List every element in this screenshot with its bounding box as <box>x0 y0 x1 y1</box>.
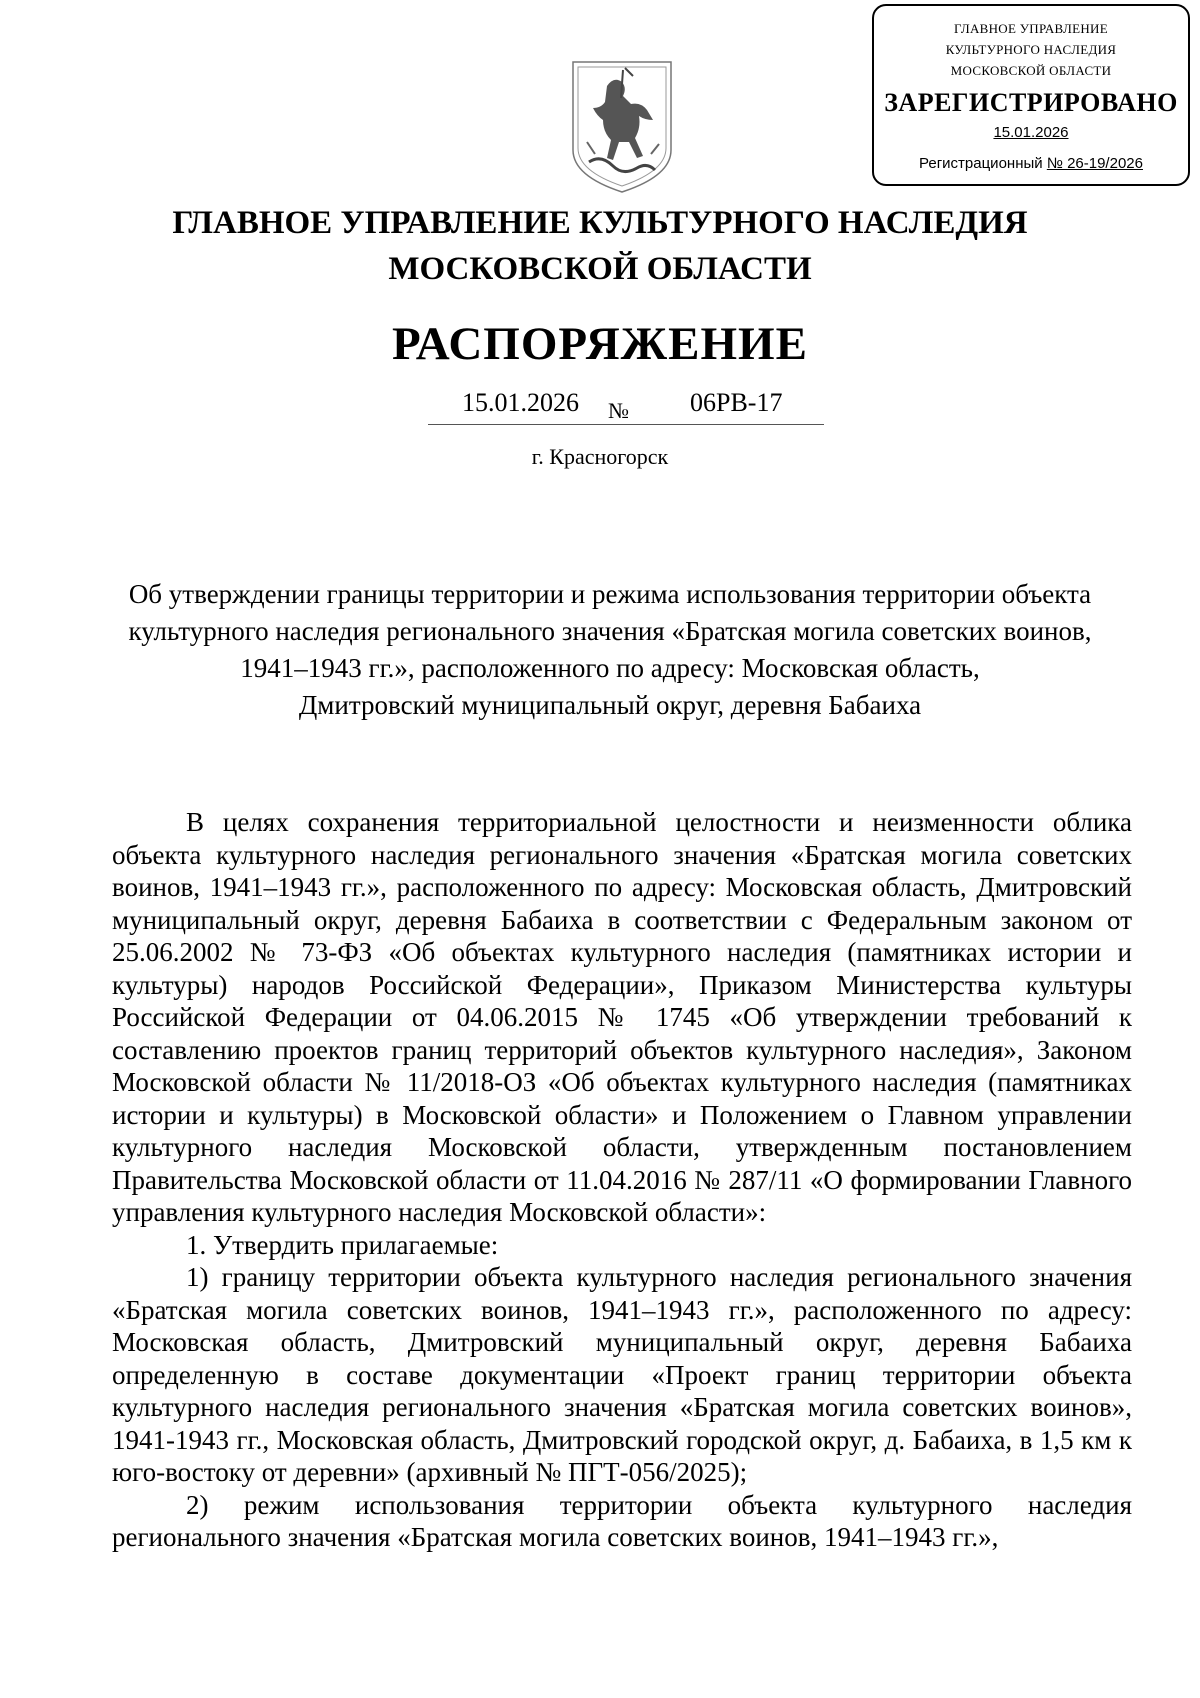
document-type: РАСПОРЯЖЕНИЕ <box>392 318 808 370</box>
stamp-reg-value: № 26-19/2026 <box>1046 155 1143 172</box>
authority-name-line-2: МОСКОВСКОЙ ОБЛАСТИ <box>388 251 812 287</box>
subject-line: 1941–1943 гг.», расположенного по адресу: Московская область, <box>240 653 980 683</box>
subject-line: культурного наследия регионального значения «Братская могила советских воинов, <box>128 616 1092 646</box>
clause-1-2: 2) режим использования территории объекта культурного наследия регионального значения «Братская могила советских воинов, 1941–1943 гг.», <box>112 1489 1132 1552</box>
document-subject <box>110 576 1110 724</box>
date-number-underline <box>428 424 824 425</box>
clause-1: 1. Утвердить прилагаемые: <box>186 1229 499 1260</box>
stamp-reg-label: Регистрационный <box>919 155 1043 172</box>
document-date: 15.01.2026 <box>462 388 579 417</box>
registration-stamp <box>872 4 1190 186</box>
preamble-paragraph: В целях сохранения территориальной целостности и неизменности облика объекта культурного наследия регионального значения «Братская могила советских воинов, 1941–1943 гг.», расположенного по адресу: Московская область, Дмитровский муниципальный округ, деревня Бабаиха в соответствии с Федеральным законом от 25.06.2002 № 73-ФЗ «Об объектах культурного наследия (памятниках истории и культуры) народов Российской Федерации», Приказом Министерства культуры Российской Федерации от 04.06.2015 № 1745 «Об утверждении требований к составлению проектов границ территорий объектов культурного наследия», Законом Московской области № 11/2018-ОЗ «Об объектах культурного наследия (памятниках истории и культуры) в Московской области» и Положением о Главном управлении культурного наследия Московской области, утвержденным постановлением Правительства Московской области от 11.04.2016 № 287/11 «О формировании Главного управления культурного наследия Московской области»: <box>112 807 1132 1227</box>
stamp-reg-number <box>874 155 1188 172</box>
subject-line: Дмитровский муниципальный округ, деревня Бабаиха <box>298 690 922 720</box>
number-sign: № <box>608 398 629 423</box>
stamp-org-line: МОСКОВСКОЙ ОБЛАСТИ <box>950 63 1112 78</box>
document-body <box>112 806 1132 1554</box>
stamp-org-line: ГЛАВНОЕ УПРАВЛЕНИЕ <box>954 21 1108 36</box>
subject-line: Об утверждении границы территории и режима использования территории объекта <box>128 579 1092 609</box>
stamp-org-line: КУЛЬТУРНОГО НАСЛЕДИЯ <box>945 42 1117 57</box>
document-date-number <box>0 388 1200 428</box>
document-city: г. Красногорск <box>531 444 669 469</box>
moscow-oblast-coat-of-arms-icon <box>567 58 677 198</box>
stamp-status: ЗАРЕГИСТРИРОВАНО <box>884 88 1178 117</box>
document-number: 06РВ-17 <box>690 388 783 417</box>
clause-1-1: 1) границу территории объекта культурного наследия регионального значения «Братская могила советских воинов, 1941–1943 гг.», расположенного по адресу: Московская область, Дмитровский муниципальный округ, деревня Бабаиха определенную в составе документации «Проект границ территории объекта культурного наследия регионального значения «Братская могила советских воинов», 1941-1943 гг., Московская область, Дмитровский городской округ, д. Бабаиха, в 1,5 км к юго-востоку от деревни» (архивный № ПГТ-056/2025); <box>112 1262 1132 1487</box>
stamp-date: 15.01.2026 <box>993 124 1069 141</box>
authority-name-line-1: ГЛАВНОЕ УПРАВЛЕНИЕ КУЛЬТУРНОГО НАСЛЕДИЯ <box>172 205 1028 241</box>
